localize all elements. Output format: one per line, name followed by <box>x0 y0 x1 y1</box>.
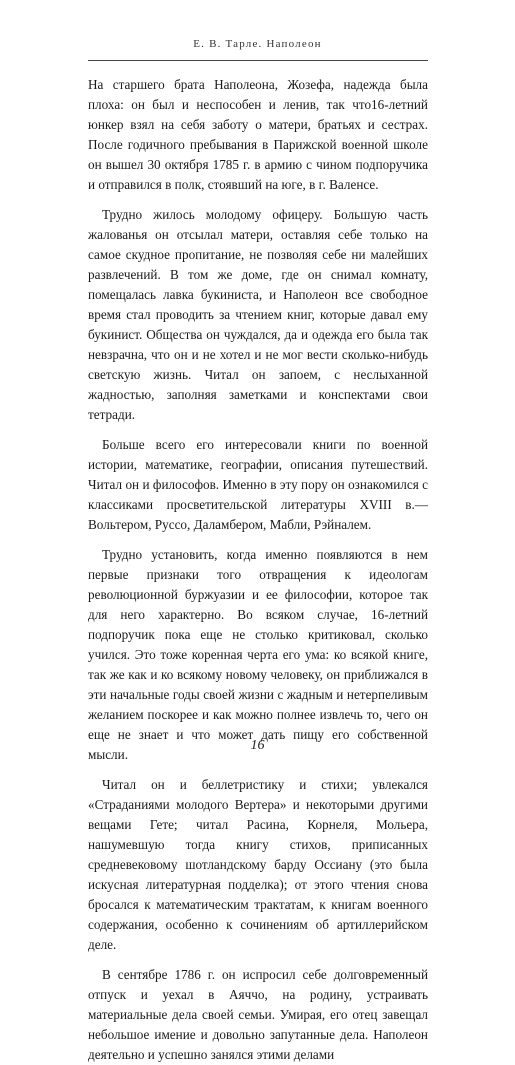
paragraph: В сентябре 1786 г. он испросил себе долговременный отпуск и уехал в Аяччо, на родину, устраивать материальные дела своей семьи. Умирая, его отец завещал небольшое имение и довольно запутанные дела. Наполеон деятельно и успешно занялся этими делами <box>88 967 428 1062</box>
paragraph: Читал он и беллетристику и стихи; увлекался «Страданиями молодого Вертера» и некоторыми другими вещами Гете; читал Расина, Корнеля, Мольера, нашумевшую тогда книгу стихов, приписанных средневековому шотландскому барду Оссиану (это была искусная литературная подделка); от этого чтения снова бросался к математическим трактатам, к книгам военного содержания, особенно к сочинениям об артиллерийском деле. <box>88 777 428 952</box>
paragraph: Трудно жилось молодому офицеру. Большую часть жалованья он отсылал матери, оставляя себе только на самое скудное пропитание, не позволяя себе ни малейших развлечений. В том же доме, где он снимал комнату, помещалась лавка букиниста, и Наполеон все свободное время стал проводить за чтением книг, которые давал ему букинист. Общества он чуждался, да и одежда его была так невзрачна, что он и не хотел и не мог вести сколько-нибудь светскую жизнь. Читал он запоем, с неслыханной жадностью, заполняя заметками и конспектами свои тетради. <box>88 207 428 422</box>
page-number: 16 <box>250 738 265 753</box>
body-text <box>88 75 428 1065</box>
header-rule <box>88 60 428 61</box>
paragraph: Больше всего его интересовали книги по военной истории, математике, географии, описания путешествий. Читал он и философов. Именно в эту пору он ознакомился с классиками просветительской литературы XVIII в.— Вольтером, Руссо, Даламбером, Мабли, Рэйналем. <box>88 437 428 532</box>
paragraph: На старшего брата Наполеона, Жозефа, надежда была плоха: он был и неспособен и ленив, так что16-летний юнкер взял на себя заботу о матери, братьях и сестрах. После годичного пребывания в Парижской военной школе он вышел 30 октября 1785 г. в армию с чином подпоручика и отправился в полк, стоявший на юге, в г. Валенсе. <box>88 77 428 192</box>
paragraph: Трудно установить, когда именно появляются в нем первые признаки того отвращения к идеологам революционной буржуазии и ее философии, которое так для него характерно. Во всяком случае, 16-летний подпоручик пока еще не столько критиковал, сколько учился. Это тоже коренная черта его ума: ко всякой книге, так же как и ко всякому новому человеку, он приближался в эти начальные годы своей жизни с жадным и нетерпеливым желанием поскорее и как можно полнее извлечь то, чего он еще не знает и что может дать пищу его собственной мысли. <box>88 547 428 762</box>
running-head: Е. В. Тарле. Наполеон <box>193 38 322 50</box>
